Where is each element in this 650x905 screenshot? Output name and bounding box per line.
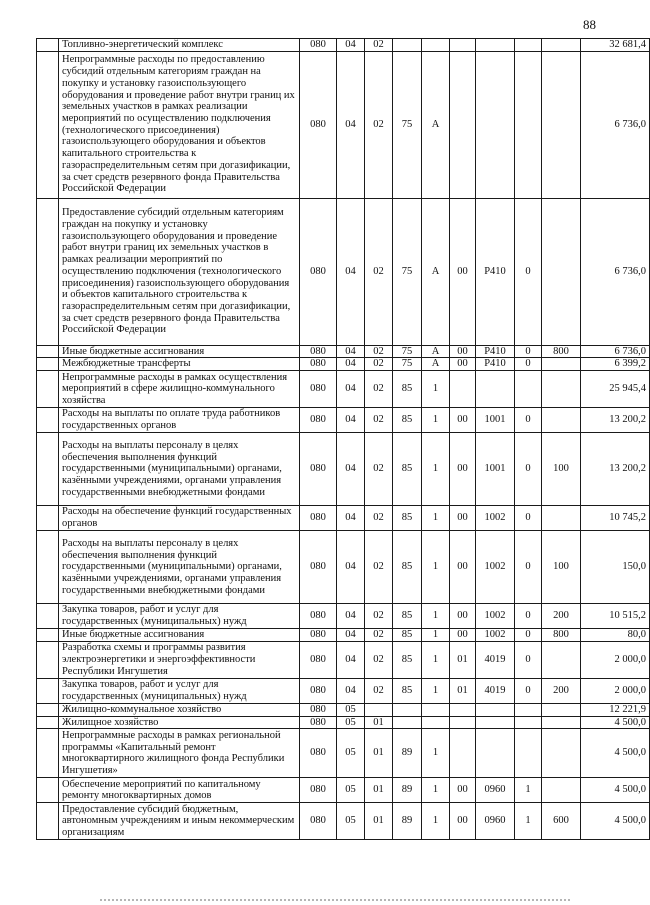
subprogram-code-cell: 1: [422, 641, 450, 678]
row-number-cell: [37, 433, 59, 506]
item-name-cell: Иные бюджетные ассигнования: [59, 629, 300, 642]
table-row: [37, 678, 650, 703]
activity-code-cell: 00: [450, 506, 476, 531]
expense-type-cell: 600: [542, 803, 581, 840]
program-code-cell: [393, 703, 422, 716]
program-code-cell: 75: [393, 345, 422, 358]
program-code-cell: 85: [393, 678, 422, 703]
expense-type-cell: [542, 358, 581, 371]
amount-cell: 4 500,0: [581, 729, 650, 778]
program-code-cell: [393, 716, 422, 729]
table-row: [37, 803, 650, 840]
amount-cell: 2 000,0: [581, 641, 650, 678]
activity-code-cell: [450, 39, 476, 52]
direction-code-cell: [476, 716, 515, 729]
direction-code-cell: Р410: [476, 345, 515, 358]
amount-cell: 4 500,0: [581, 716, 650, 729]
table-row: [37, 778, 650, 803]
direction-code-cell: [476, 371, 515, 408]
grbs-code-cell: 080: [300, 506, 337, 531]
activity-code-cell: 01: [450, 678, 476, 703]
direction-code-cell: 1001: [476, 408, 515, 433]
subprogram-code-cell: 1: [422, 604, 450, 629]
expense-type-cell: [542, 703, 581, 716]
subprogram-code-cell: А: [422, 358, 450, 371]
section-code-cell: 05: [337, 716, 365, 729]
expense-type-cell: [542, 729, 581, 778]
table-row: [37, 371, 650, 408]
table-row: [37, 531, 650, 604]
row-number-cell: [37, 678, 59, 703]
activity-code-cell: 00: [450, 198, 476, 345]
subsection-code-cell: 02: [365, 506, 393, 531]
grbs-code-cell: 080: [300, 358, 337, 371]
direction-suffix-cell: 0: [515, 345, 542, 358]
activity-code-cell: [450, 51, 476, 198]
subsection-code-cell: 01: [365, 778, 393, 803]
item-name-cell: Предоставление субсидий отдельным категориям граждан на покупку и установку газоиспользующего оборудования и проведение работ внутри границ их земельных участков в рамках реализации мероприятий по осуществлению подключения (технологического присоединения) газоиспользующего оборудования и объектов капитального строительства к газораспределительным сетям при догазификации, за счет средств резервного фонда Правительства Российской Федерации: [59, 198, 300, 345]
subprogram-code-cell: 1: [422, 729, 450, 778]
direction-code-cell: 1002: [476, 506, 515, 531]
section-code-cell: 04: [337, 51, 365, 198]
direction-suffix-cell: 0: [515, 604, 542, 629]
subsection-code-cell: 02: [365, 358, 393, 371]
table-row: [37, 345, 650, 358]
table-row: [37, 408, 650, 433]
page-number: 88: [583, 17, 596, 32]
expense-type-cell: [542, 778, 581, 803]
program-code-cell: 85: [393, 371, 422, 408]
item-name-cell: Предоставление субсидий бюджетным, автономным учреждениям и иным некоммерческим организациям: [59, 803, 300, 840]
item-name-cell: Жилищное хозяйство: [59, 716, 300, 729]
amount-cell: 32 681,4: [581, 39, 650, 52]
amount-cell: 6 736,0: [581, 51, 650, 198]
row-number-cell: [37, 716, 59, 729]
program-code-cell: 75: [393, 358, 422, 371]
item-name-cell: Жилищно-коммунальное хозяйство: [59, 703, 300, 716]
table-row: [37, 51, 650, 198]
grbs-code-cell: 080: [300, 371, 337, 408]
subprogram-code-cell: [422, 39, 450, 52]
amount-cell: 13 200,2: [581, 408, 650, 433]
direction-code-cell: 1002: [476, 604, 515, 629]
direction-suffix-cell: [515, 371, 542, 408]
subsection-code-cell: 01: [365, 729, 393, 778]
budget-table-body: [37, 39, 650, 840]
subsection-code-cell: 02: [365, 408, 393, 433]
grbs-code-cell: 080: [300, 641, 337, 678]
item-name-cell: Разработка схемы и программы развития электроэнергетики и энергоэффективности Республики Ингушетия: [59, 641, 300, 678]
item-name-cell: Непрограммные расходы в рамках осуществления мероприятий в сфере жилищно-коммунального хозяйства: [59, 371, 300, 408]
direction-code-cell: [476, 703, 515, 716]
table-row: [37, 641, 650, 678]
row-number-cell: [37, 51, 59, 198]
row-number-cell: [37, 531, 59, 604]
direction-code-cell: [476, 729, 515, 778]
subprogram-code-cell: 1: [422, 506, 450, 531]
expense-type-cell: 800: [542, 629, 581, 642]
direction-code-cell: 1002: [476, 629, 515, 642]
row-number-cell: [37, 39, 59, 52]
subprogram-code-cell: 1: [422, 778, 450, 803]
subsection-code-cell: [365, 703, 393, 716]
subsection-code-cell: 02: [365, 531, 393, 604]
subsection-code-cell: 02: [365, 371, 393, 408]
expense-type-cell: [542, 641, 581, 678]
program-code-cell: 75: [393, 198, 422, 345]
table-row: [37, 198, 650, 345]
amount-cell: 4 500,0: [581, 778, 650, 803]
activity-code-cell: 00: [450, 531, 476, 604]
item-name-cell: Иные бюджетные ассигнования: [59, 345, 300, 358]
activity-code-cell: 00: [450, 803, 476, 840]
subprogram-code-cell: 1: [422, 371, 450, 408]
subsection-code-cell: 01: [365, 803, 393, 840]
table-row: [37, 39, 650, 52]
grbs-code-cell: 080: [300, 39, 337, 52]
subprogram-code-cell: 1: [422, 433, 450, 506]
activity-code-cell: [450, 371, 476, 408]
direction-code-cell: Р410: [476, 198, 515, 345]
budget-table: [36, 38, 650, 840]
subprogram-code-cell: 1: [422, 531, 450, 604]
direction-code-cell: 0960: [476, 803, 515, 840]
direction-code-cell: 1002: [476, 531, 515, 604]
subsection-code-cell: 02: [365, 433, 393, 506]
expense-type-cell: 100: [542, 433, 581, 506]
activity-code-cell: 00: [450, 358, 476, 371]
grbs-code-cell: 080: [300, 51, 337, 198]
direction-suffix-cell: 0: [515, 358, 542, 371]
amount-cell: 12 221,9: [581, 703, 650, 716]
amount-cell: 10 515,2: [581, 604, 650, 629]
item-name-cell: Расходы на выплаты по оплате труда работников государственных органов: [59, 408, 300, 433]
section-code-cell: 05: [337, 778, 365, 803]
direction-suffix-cell: [515, 703, 542, 716]
row-number-cell: [37, 729, 59, 778]
activity-code-cell: 00: [450, 345, 476, 358]
table-row: [37, 729, 650, 778]
expense-type-cell: [542, 408, 581, 433]
subsection-code-cell: 02: [365, 198, 393, 345]
activity-code-cell: 00: [450, 778, 476, 803]
section-code-cell: 05: [337, 703, 365, 716]
grbs-code-cell: 080: [300, 703, 337, 716]
row-number-cell: [37, 198, 59, 345]
program-code-cell: 75: [393, 51, 422, 198]
direction-suffix-cell: 0: [515, 506, 542, 531]
subprogram-code-cell: А: [422, 51, 450, 198]
item-name-cell: Обеспечение мероприятий по капитальному ремонту многоквартирных домов: [59, 778, 300, 803]
subprogram-code-cell: [422, 703, 450, 716]
amount-cell: 80,0: [581, 629, 650, 642]
table-row: [37, 358, 650, 371]
program-code-cell: 85: [393, 629, 422, 642]
amount-cell: 6 399,2: [581, 358, 650, 371]
expense-type-cell: 200: [542, 604, 581, 629]
expense-type-cell: 200: [542, 678, 581, 703]
subprogram-code-cell: 1: [422, 629, 450, 642]
table-row: [37, 604, 650, 629]
amount-cell: 13 200,2: [581, 433, 650, 506]
subprogram-code-cell: А: [422, 345, 450, 358]
activity-code-cell: [450, 703, 476, 716]
amount-cell: 150,0: [581, 531, 650, 604]
program-code-cell: 85: [393, 506, 422, 531]
program-code-cell: 85: [393, 408, 422, 433]
direction-suffix-cell: [515, 51, 542, 198]
grbs-code-cell: 080: [300, 678, 337, 703]
expense-type-cell: [542, 51, 581, 198]
row-number-cell: [37, 506, 59, 531]
direction-suffix-cell: 0: [515, 678, 542, 703]
scan-artifact-line: [100, 899, 570, 903]
section-code-cell: 04: [337, 433, 365, 506]
direction-suffix-cell: 0: [515, 641, 542, 678]
expense-type-cell: [542, 371, 581, 408]
item-name-cell: Непрограммные расходы по предоставлению субсидий отдельным категориям граждан на покупку и установку газоиспользующего оборудования и проведение работ внутри границ их земельных участков в рамках реализации мероприятий по осуществлению подключения (технологического присоединения) газоиспользующего оборудования и объектов капитального строительства к газораспределительным сетям при догазификации, за счет средств резервного фонда Правительства Российской Федерации: [59, 51, 300, 198]
program-code-cell: 85: [393, 531, 422, 604]
row-number-cell: [37, 604, 59, 629]
activity-code-cell: 00: [450, 433, 476, 506]
program-code-cell: [393, 39, 422, 52]
direction-suffix-cell: 1: [515, 803, 542, 840]
direction-code-cell: [476, 39, 515, 52]
expense-type-cell: 100: [542, 531, 581, 604]
item-name-cell: Закупка товаров, работ и услуг для государственных (муниципальных) нужд: [59, 604, 300, 629]
item-name-cell: Закупка товаров, работ и услуг для государственных (муниципальных) нужд: [59, 678, 300, 703]
row-number-cell: [37, 629, 59, 642]
section-code-cell: 05: [337, 729, 365, 778]
expense-type-cell: [542, 506, 581, 531]
expense-type-cell: [542, 198, 581, 345]
direction-suffix-cell: 0: [515, 408, 542, 433]
section-code-cell: 05: [337, 803, 365, 840]
subprogram-code-cell: [422, 716, 450, 729]
expense-type-cell: [542, 39, 581, 52]
table-row: [37, 716, 650, 729]
grbs-code-cell: 080: [300, 778, 337, 803]
amount-cell: 10 745,2: [581, 506, 650, 531]
subprogram-code-cell: А: [422, 198, 450, 345]
section-code-cell: 04: [337, 39, 365, 52]
activity-code-cell: [450, 716, 476, 729]
subprogram-code-cell: 1: [422, 678, 450, 703]
section-code-cell: 04: [337, 198, 365, 345]
section-code-cell: 04: [337, 358, 365, 371]
item-name-cell: Межбюджетные трансферты: [59, 358, 300, 371]
table-row: [37, 629, 650, 642]
section-code-cell: 04: [337, 371, 365, 408]
grbs-code-cell: 080: [300, 531, 337, 604]
direction-code-cell: 4019: [476, 641, 515, 678]
amount-cell: 2 000,0: [581, 678, 650, 703]
grbs-code-cell: 080: [300, 629, 337, 642]
direction-suffix-cell: [515, 729, 542, 778]
section-code-cell: 04: [337, 629, 365, 642]
amount-cell: 25 945,4: [581, 371, 650, 408]
program-code-cell: 89: [393, 803, 422, 840]
grbs-code-cell: 080: [300, 604, 337, 629]
row-number-cell: [37, 703, 59, 716]
table-row: [37, 703, 650, 716]
program-code-cell: 85: [393, 641, 422, 678]
row-number-cell: [37, 803, 59, 840]
direction-suffix-cell: 0: [515, 531, 542, 604]
amount-cell: 4 500,0: [581, 803, 650, 840]
amount-cell: 6 736,0: [581, 345, 650, 358]
section-code-cell: 04: [337, 531, 365, 604]
grbs-code-cell: 080: [300, 729, 337, 778]
subsection-code-cell: 02: [365, 604, 393, 629]
item-name-cell: Непрограммные расходы в рамках региональной программы «Капитальный ремонт многоквартирного жилищного фонда Республики Ингушетия»: [59, 729, 300, 778]
item-name-cell: Расходы на выплаты персоналу в целях обеспечения выполнения функций государственными (муниципальными) органами, казёнными учреждениями, органами управления государственными внебюджетными фондами: [59, 433, 300, 506]
section-code-cell: 04: [337, 345, 365, 358]
section-code-cell: 04: [337, 641, 365, 678]
grbs-code-cell: 080: [300, 198, 337, 345]
table-row: [37, 433, 650, 506]
subsection-code-cell: 02: [365, 345, 393, 358]
grbs-code-cell: 080: [300, 408, 337, 433]
item-name-cell: Топливно-энергетический комплекс: [59, 39, 300, 52]
direction-suffix-cell: 0: [515, 433, 542, 506]
subsection-code-cell: 01: [365, 716, 393, 729]
expense-type-cell: 800: [542, 345, 581, 358]
activity-code-cell: 01: [450, 641, 476, 678]
expense-type-cell: [542, 716, 581, 729]
grbs-code-cell: 080: [300, 433, 337, 506]
row-number-cell: [37, 371, 59, 408]
row-number-cell: [37, 358, 59, 371]
program-code-cell: 85: [393, 604, 422, 629]
grbs-code-cell: 080: [300, 803, 337, 840]
direction-code-cell: 1001: [476, 433, 515, 506]
subsection-code-cell: 02: [365, 39, 393, 52]
row-number-cell: [37, 778, 59, 803]
subsection-code-cell: 02: [365, 641, 393, 678]
program-code-cell: 85: [393, 433, 422, 506]
direction-suffix-cell: 0: [515, 629, 542, 642]
subsection-code-cell: 02: [365, 51, 393, 198]
section-code-cell: 04: [337, 506, 365, 531]
table-row: [37, 506, 650, 531]
program-code-cell: 89: [393, 778, 422, 803]
activity-code-cell: 00: [450, 408, 476, 433]
program-code-cell: 89: [393, 729, 422, 778]
activity-code-cell: 00: [450, 604, 476, 629]
section-code-cell: 04: [337, 604, 365, 629]
subprogram-code-cell: 1: [422, 803, 450, 840]
activity-code-cell: [450, 729, 476, 778]
row-number-cell: [37, 408, 59, 433]
direction-suffix-cell: 1: [515, 778, 542, 803]
amount-cell: 6 736,0: [581, 198, 650, 345]
direction-code-cell: 4019: [476, 678, 515, 703]
subsection-code-cell: 02: [365, 678, 393, 703]
item-name-cell: Расходы на выплаты персоналу в целях обеспечения выполнения функций государственными (муниципальными) органами, казёнными учреждениями, органами управления государственными внебюджетными фондами: [59, 531, 300, 604]
activity-code-cell: 00: [450, 629, 476, 642]
direction-suffix-cell: [515, 716, 542, 729]
item-name-cell: Расходы на обеспечение функций государственных органов: [59, 506, 300, 531]
section-code-cell: 04: [337, 678, 365, 703]
direction-suffix-cell: [515, 39, 542, 52]
subprogram-code-cell: 1: [422, 408, 450, 433]
grbs-code-cell: 080: [300, 345, 337, 358]
direction-suffix-cell: 0: [515, 198, 542, 345]
subsection-code-cell: 02: [365, 629, 393, 642]
row-number-cell: [37, 345, 59, 358]
direction-code-cell: Р410: [476, 358, 515, 371]
section-code-cell: 04: [337, 408, 365, 433]
direction-code-cell: 0960: [476, 778, 515, 803]
direction-code-cell: [476, 51, 515, 198]
row-number-cell: [37, 641, 59, 678]
grbs-code-cell: 080: [300, 716, 337, 729]
